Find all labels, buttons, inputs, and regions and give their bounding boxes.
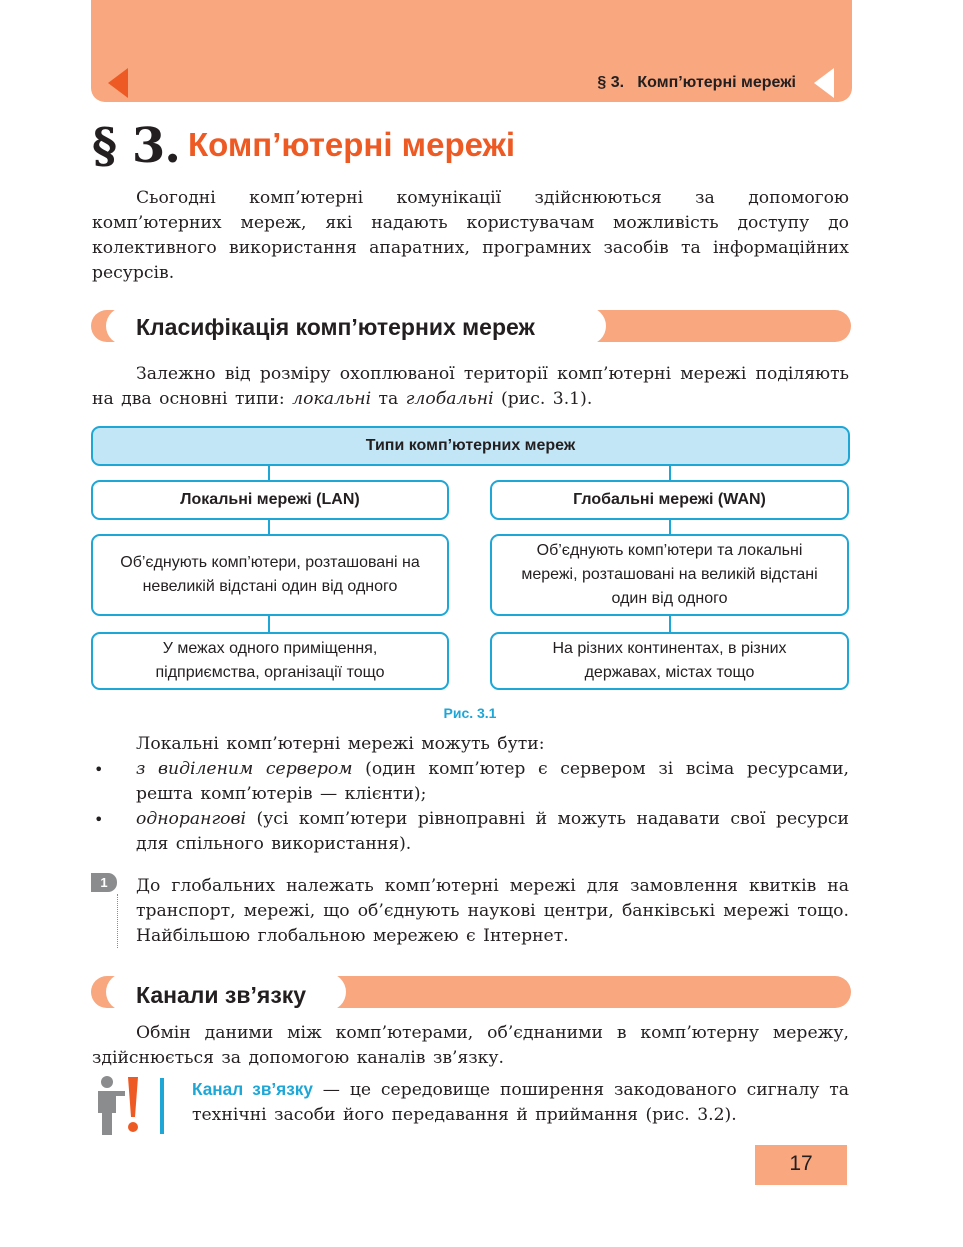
list-item-text: (один комп’ютер є сервером зі всіма ресурсами, решта комп’ютерів — клієнти); [136, 759, 849, 804]
channels-paragraph: Обмін даними між комп’ютерами, об’єднаними в комп’ютерну мережу, здійснюється за допомогою каналів зв’язку. [92, 1023, 849, 1068]
bullet-icon: • [94, 810, 104, 829]
section-mark: § 3. [92, 118, 180, 174]
diagram-root-label: Типи комп’ютерних мереж [365, 437, 576, 454]
definition-paragraph [192, 1077, 849, 1128]
running-head-section: § 3. [597, 74, 625, 91]
diagram-lan-example-box [91, 632, 449, 690]
diagram-lan-box [91, 480, 449, 520]
definition-term: Канал зв’язку [192, 1079, 313, 1099]
bullet-icon: • [94, 760, 104, 779]
next-page-arrow-icon[interactable] [814, 68, 834, 98]
list-item-term: однорангові [136, 809, 247, 829]
diagram-lan-title: Локальні мережі (LAN) [180, 491, 360, 508]
running-head [540, 74, 796, 92]
classification-paragraph [92, 362, 849, 412]
local-types-lead: Локальні комп’ютерні мережі можуть бути: [136, 734, 545, 754]
connector-lan-example [268, 616, 270, 632]
intro-paragraph: Сьогодні комп’ютерні комунікації здійснюються за допомогою комп’ютерних мереж, які надають користувачам можливість доступу до колективного використання апаратних, програмних засобів та інформаційних ресурсів. [92, 188, 849, 283]
note-paragraph: До глобальних належать комп’ютерні мережі для замовлення квитків на транспорт, мережі, що об’єднують наукові центри, банківські мережі тощо. Найбільшою глобальною мережею є Інтернет. [136, 876, 849, 946]
list-item-peer-to-peer [136, 807, 849, 857]
diagram-wan-description-box [490, 534, 849, 616]
list-item-text: (усі комп’ютери рівноправні й можуть надавати свої ресурси для спільного використання). [136, 809, 849, 854]
diagram-wan-example: На різних континентах, в різних державах, містах тощо [552, 640, 787, 681]
classification-text-2: (рис. 3.1). [493, 389, 593, 409]
section-heading-classification: Класифікація комп’ютерних мереж [136, 314, 535, 340]
connector-root-right [669, 466, 671, 480]
note-number-badge: 1 [91, 873, 117, 892]
connector-wan-desc [669, 520, 671, 534]
term-global: глобальні [405, 389, 494, 409]
classification-text-1: Залежно від розміру охоплюваної території комп’ютерні мережі поділяють на два основні типи: [92, 364, 849, 409]
definition-text: — це середовище поширення закодованого сигналу та технічні засоби його передавання й приймання (рис. 3.2). [192, 1080, 849, 1125]
diagram-lan-example: У межах одного приміщення, підприємства, організації тощо [155, 640, 385, 681]
connector-wan-example [669, 616, 671, 632]
diagram-lan-description-box [91, 534, 449, 616]
diagram-wan-example-box [490, 632, 849, 690]
diagram-wan-box [490, 480, 849, 520]
person-exclamation-icon [92, 1073, 148, 1137]
term-local: локальні [292, 389, 372, 409]
chapter-title: Комп’ютерні мережі [188, 126, 516, 163]
classification-conj: та [371, 389, 406, 409]
connector-lan-desc [268, 520, 270, 534]
list-item-term: з виділеним сервером [136, 759, 353, 779]
previous-page-arrow-icon[interactable] [108, 68, 128, 98]
note-dotted-line [117, 894, 118, 948]
diagram-wan-title: Глобальні мережі (WAN) [573, 491, 766, 508]
diagram-root-box [91, 426, 850, 466]
list-item-dedicated-server [136, 757, 849, 807]
connector-root-left [268, 466, 270, 480]
figure-caption: Рис. 3.1 [443, 705, 497, 721]
definition-accent-bar [160, 1078, 164, 1134]
diagram-lan-description: Об’єднують комп’ютери, розташовані на невеликій відстані один від одного [120, 554, 420, 595]
section-heading-channels: Канали зв’язку [136, 982, 307, 1008]
running-head-title: Комп’ютерні мережі [637, 74, 796, 91]
diagram-wan-description: Об’єднують комп’ютери та локальні мережі, розташовані на великій відстані один від одного [521, 542, 818, 607]
page-number: 17 [789, 1152, 813, 1175]
